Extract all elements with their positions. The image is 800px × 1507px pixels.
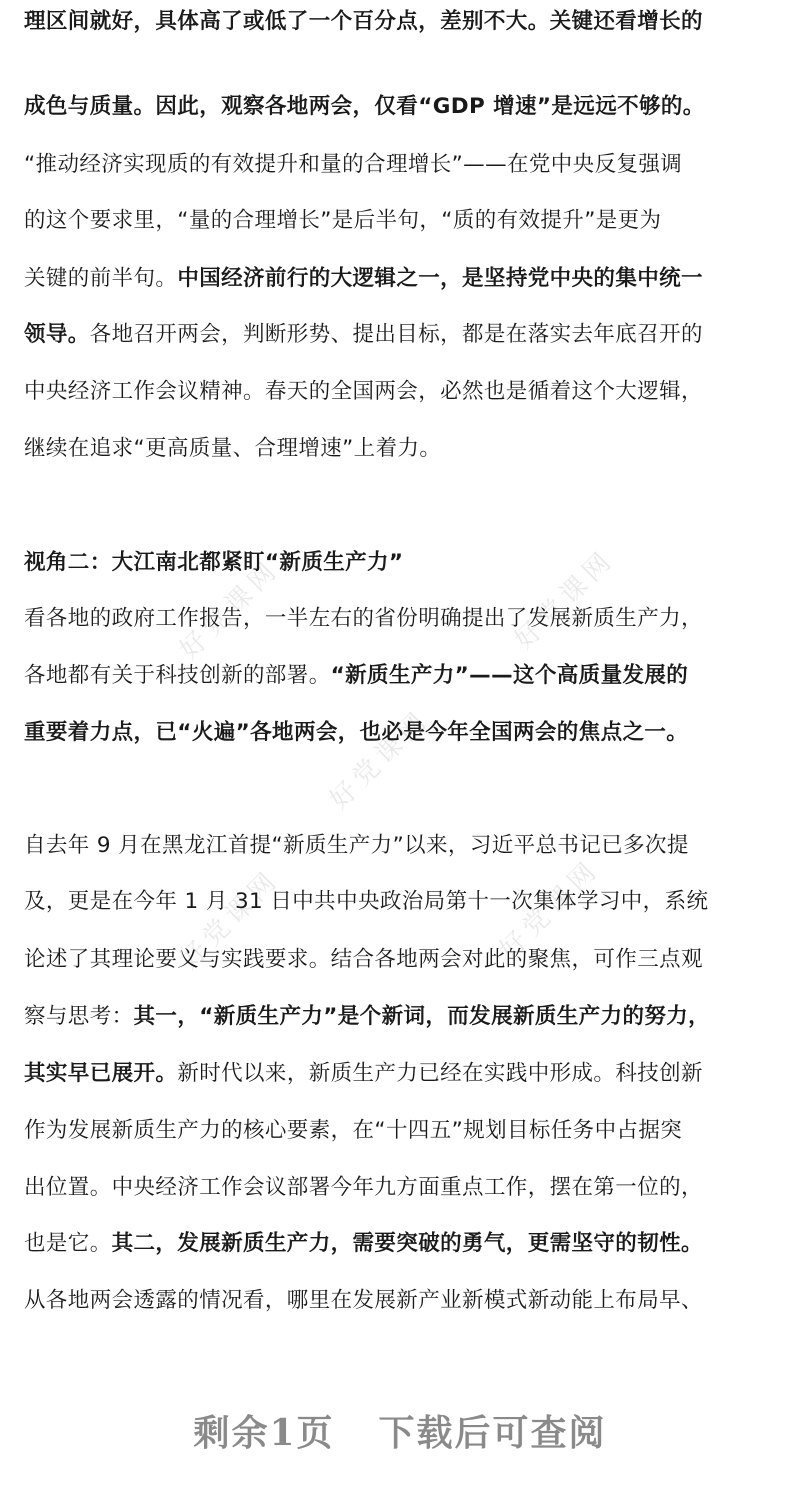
bold-text-run: 其实早已展开。 bbox=[24, 1061, 178, 1086]
watermark-1: 好党课网 bbox=[174, 553, 286, 666]
text-line bbox=[24, 1173, 776, 1203]
text-line bbox=[24, 1002, 776, 1032]
text-run: 各地召开两会，判断形势、提出目标，都是在落实去年底召开的 bbox=[89, 322, 703, 347]
text-line bbox=[24, 718, 776, 748]
bold-text-run: “新质生产力”——这个高质量发展的 bbox=[330, 663, 689, 688]
text-line bbox=[24, 831, 776, 861]
section-heading bbox=[24, 548, 776, 578]
text-line bbox=[24, 264, 776, 294]
text-line bbox=[24, 92, 776, 122]
text-line bbox=[24, 206, 776, 236]
text-run: “推动经济实现质的有效提升和量的合理增长”——在党中央反复强调 bbox=[24, 152, 683, 177]
bold-text-run: 领导。 bbox=[24, 322, 90, 347]
text-line bbox=[24, 1286, 776, 1316]
text-line bbox=[24, 1059, 776, 1089]
text-run: 从各地两会透露的情况看，哪里在发展新产业新模式新动能上布局早、 bbox=[24, 1288, 703, 1313]
text-run: 的这个要求里，“量的合理增长”是后半句，“质的有效提升”是更为 bbox=[24, 208, 662, 233]
text-run: 作为发展新质生产力的核心要素，在“十四五”规划目标任务中占据突 bbox=[24, 1118, 683, 1143]
text-run: 出位置。中央经济工作会议部署今年九方面重点工作，摆在第一位的， bbox=[24, 1175, 703, 1200]
text-line bbox=[24, 1116, 776, 1146]
watermark-2: 好党课网 bbox=[509, 543, 621, 656]
text-run: 中央经济工作会议精神。春天的全国两会，必然也是循着这个大逻辑， bbox=[24, 379, 703, 404]
text-run: 继续在追求“更高质量、合理增速”上着力。 bbox=[24, 436, 442, 461]
bold-text-run: 中国经济前行的大逻辑之一，是坚持党中央的集中统一 bbox=[177, 266, 703, 291]
text-run: 论述了其理论要义与实践要求。结合各地两会对此的聚焦，可作三点观 bbox=[24, 947, 703, 972]
text-run: 察与思考： bbox=[24, 1004, 134, 1029]
text-line bbox=[24, 150, 776, 180]
text-line bbox=[24, 604, 776, 634]
text-run: 也是它。 bbox=[24, 1231, 112, 1256]
text-run: 看各地的政府工作报告，一半左右的省份明确提出了发展新质生产力， bbox=[24, 606, 703, 631]
watermark-5: 好党课网 bbox=[494, 853, 606, 966]
text-line bbox=[24, 320, 776, 350]
remaining-pages-label: 剩余1页 bbox=[193, 1412, 335, 1454]
download-to-view-label[interactable]: 下载后可查阅 bbox=[378, 1412, 607, 1454]
bold-text-run: 视角二：大江南北都紧盯“新质生产力” bbox=[24, 550, 404, 575]
text-line bbox=[24, 945, 776, 975]
text-line bbox=[24, 887, 776, 917]
bold-text-run: 理区间就好，具体高了或低了一个百分点，差别不大。关键还看增长的 bbox=[24, 9, 703, 34]
text-line bbox=[24, 661, 776, 691]
text-run: 新时代以来，新质生产力已经在实践中形成。科技创新 bbox=[177, 1061, 703, 1086]
text-line bbox=[24, 7, 776, 37]
bold-text-run: 其一，“新质生产力”是个新词，而发展新质生产力的努力， bbox=[133, 1004, 711, 1029]
download-prompt[interactable] bbox=[0, 1405, 800, 1456]
watermark-4: 好党课网 bbox=[174, 863, 286, 976]
bold-text-run: 成色与质量。因此，观察各地两会，仅看“GDP 增速”是远远不够的。 bbox=[24, 94, 705, 119]
bold-text-run: 重要着力点，已“火遍”各地两会，也必是今年全国两会的焦点之一。 bbox=[24, 720, 689, 745]
text-line bbox=[24, 1229, 776, 1259]
text-line bbox=[24, 434, 776, 464]
watermark-3: 好党课网 bbox=[324, 703, 436, 816]
text-line bbox=[24, 377, 776, 407]
bold-text-run: 其二，发展新质生产力，需要突破的勇气，更需坚守的韧性。 bbox=[111, 1231, 703, 1256]
text-run: 各地都有关于科技创新的部署。 bbox=[24, 663, 331, 688]
text-run: 自去年 9 月在黑龙江首提“新质生产力”以来，习近平总书记已多次提 bbox=[24, 833, 689, 858]
text-run: 及，更是在今年 1 月 31 日中共中央政治局第十一次集体学习中，系统 bbox=[24, 889, 709, 914]
text-run: 关键的前半句。 bbox=[24, 266, 178, 291]
